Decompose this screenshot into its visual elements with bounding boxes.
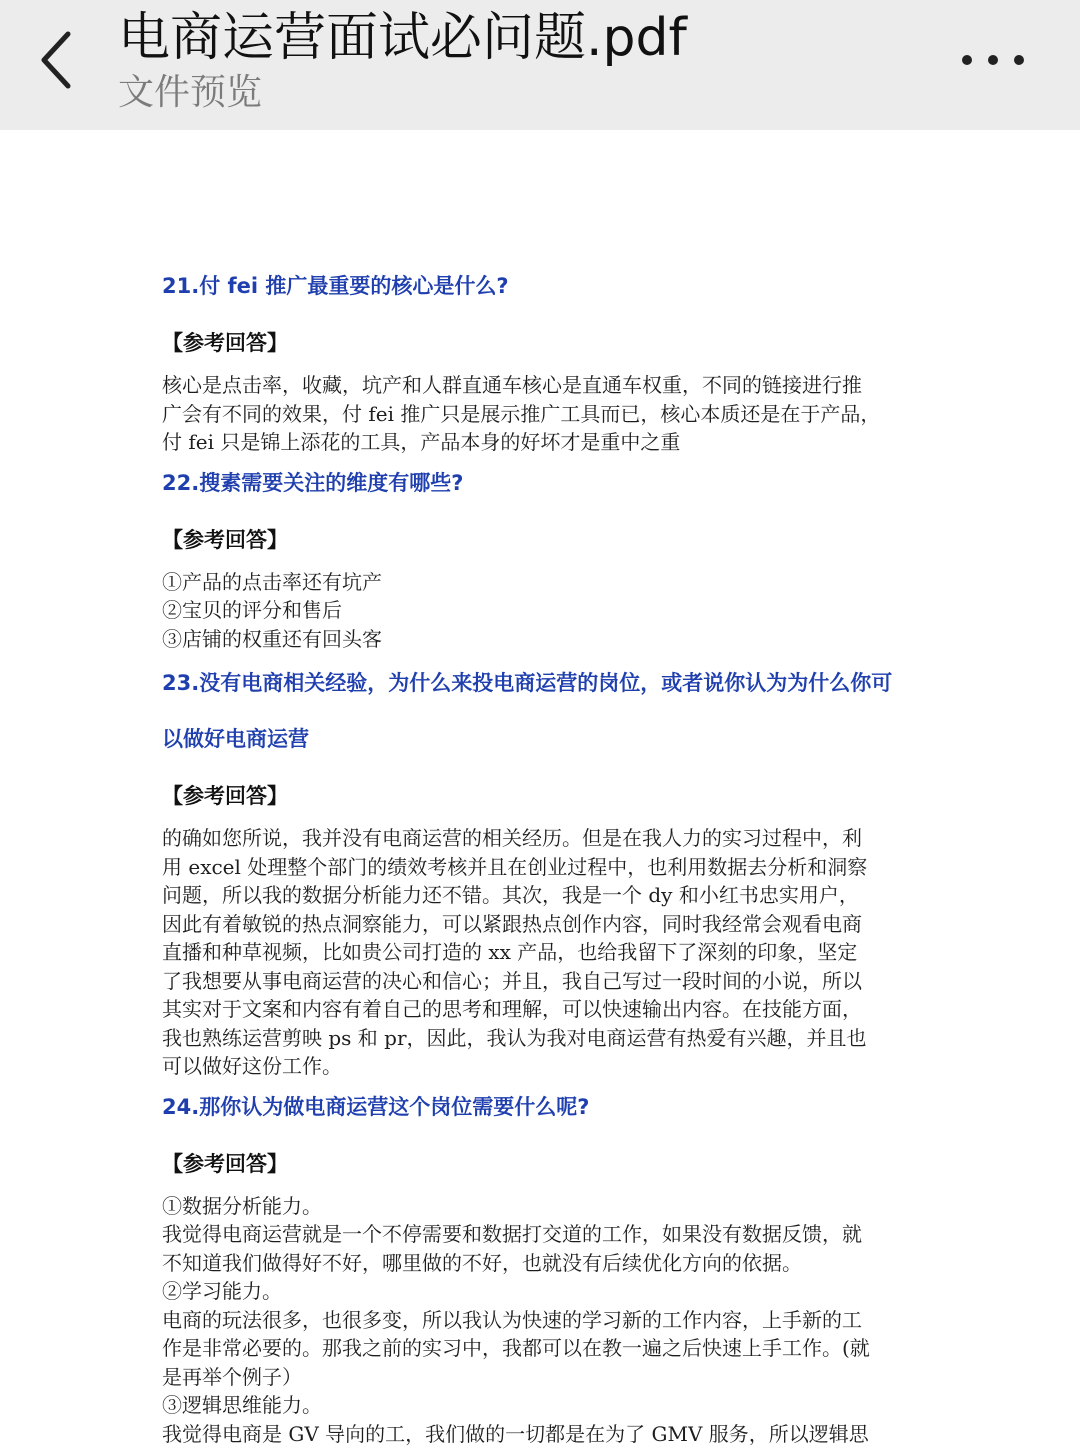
- answer-line: 的确如您所说，我并没有电商运营的相关经历。但是在我人力的实习过程中，利: [162, 824, 922, 853]
- answer-line: 其实对于文案和内容有着自己的思考和理解，可以快速输出内容。在技能方面，: [162, 995, 922, 1024]
- question-22: 22.搜素需要关注的维度有哪些?: [162, 469, 922, 497]
- answer-line: 可以做好这份工作。: [162, 1052, 922, 1081]
- answer-line: 作是非常必要的。那我之前的实习中，我都可以在教一遍之后快速上手工作。(就: [162, 1334, 922, 1363]
- answer-24: [162, 1192, 922, 1448]
- back-button[interactable]: [22, 22, 92, 98]
- answer-line: 因此有着敏锐的热点洞察能力，可以紧跟热点创作内容，同时我经常会观看电商: [162, 910, 922, 939]
- answer-line: 付 fei 只是锦上添花的工具，产品本身的好坏才是重中之重: [162, 428, 922, 457]
- pdf-page-content: [162, 270, 922, 1448]
- answer-line: 问题，所以我的数据分析能力还不错。其次，我是一个 dy 和小红书忠实用户，: [162, 881, 922, 910]
- answer-line: 是再举个例子）: [162, 1363, 922, 1392]
- answer-line: 用 excel 处理整个部门的绩效考核并且在创业过程中，也利用数据去分析和洞察: [162, 853, 922, 882]
- answer-line: 我也熟练运营剪映 ps 和 pr，因此，我认为我对电商运营有热爱有兴趣，并且也: [162, 1024, 922, 1053]
- reference-answer-label: 【参考回答】: [162, 526, 922, 554]
- answer-line: 我觉得电商运营就是一个不停需要和数据打交道的工作，如果没有数据反馈，就: [162, 1220, 922, 1249]
- top-bar: [0, 0, 1080, 130]
- answer-line: 广会有不同的效果，付 fei 推广只是展示推广工具而已，核心本质还是在于产品，: [162, 400, 922, 429]
- answer-line: ③逻辑思维能力。: [162, 1391, 922, 1420]
- question-24: 24.那你认为做电商运营这个岗位需要什么呢?: [162, 1093, 922, 1121]
- answer-line: 核心是点击率，收藏，坑产和人群直通车核心是直通车权重，不同的链接进行推: [162, 371, 922, 400]
- answer-22: [162, 568, 922, 654]
- more-horizontal-icon: [958, 65, 1028, 84]
- question-23-line-1: 23.没有电商相关经验，为什么来投电商运营的岗位，或者说你认为为什么你可: [162, 669, 922, 697]
- answer-line: ③店铺的权重还有回头客: [162, 625, 922, 654]
- answer-23: [162, 824, 922, 1081]
- reference-answer-label: 【参考回答】: [162, 782, 922, 810]
- chevron-left-icon: [22, 22, 92, 98]
- answer-line: 不知道我们做得好不好，哪里做的不好，也就没有后续优化方向的依据。: [162, 1249, 922, 1278]
- file-subtitle: 文件预览: [118, 72, 262, 114]
- more-button[interactable]: [958, 40, 1028, 80]
- answer-line: ②宝贝的评分和售后: [162, 596, 922, 625]
- answer-line: ①数据分析能力。: [162, 1192, 922, 1221]
- answer-line: 我觉得电商是 GV 导向的工，我们做的一切都是在为了 GMV 服务，所以逻辑思: [162, 1420, 922, 1448]
- question-23-line-2: 以做好电商运营: [162, 725, 922, 753]
- answer-line: 电商的玩法很多，也很多变，所以我认为快速的学习新的工作内容，上手新的工: [162, 1306, 922, 1335]
- answer-line: 直播和种草视频，比如贵公司打造的 xx 产品，也给我留下了深刻的印象，坚定: [162, 938, 922, 967]
- reference-answer-label: 【参考回答】: [162, 1150, 922, 1178]
- question-23: [162, 669, 922, 753]
- reference-answer-label: 【参考回答】: [162, 329, 922, 357]
- answer-line: 了我想要从事电商运营的决心和信心；并且，我自己写过一段时间的小说，所以: [162, 967, 922, 996]
- file-title: 电商运营面试必问题.pdf: [118, 8, 687, 68]
- question-21: 21.付 fei 推广最重要的核心是什么?: [162, 272, 922, 300]
- answer-21: [162, 371, 922, 457]
- answer-line: ①产品的点击率还有坑产: [162, 568, 922, 597]
- answer-line: ②学习能力。: [162, 1277, 922, 1306]
